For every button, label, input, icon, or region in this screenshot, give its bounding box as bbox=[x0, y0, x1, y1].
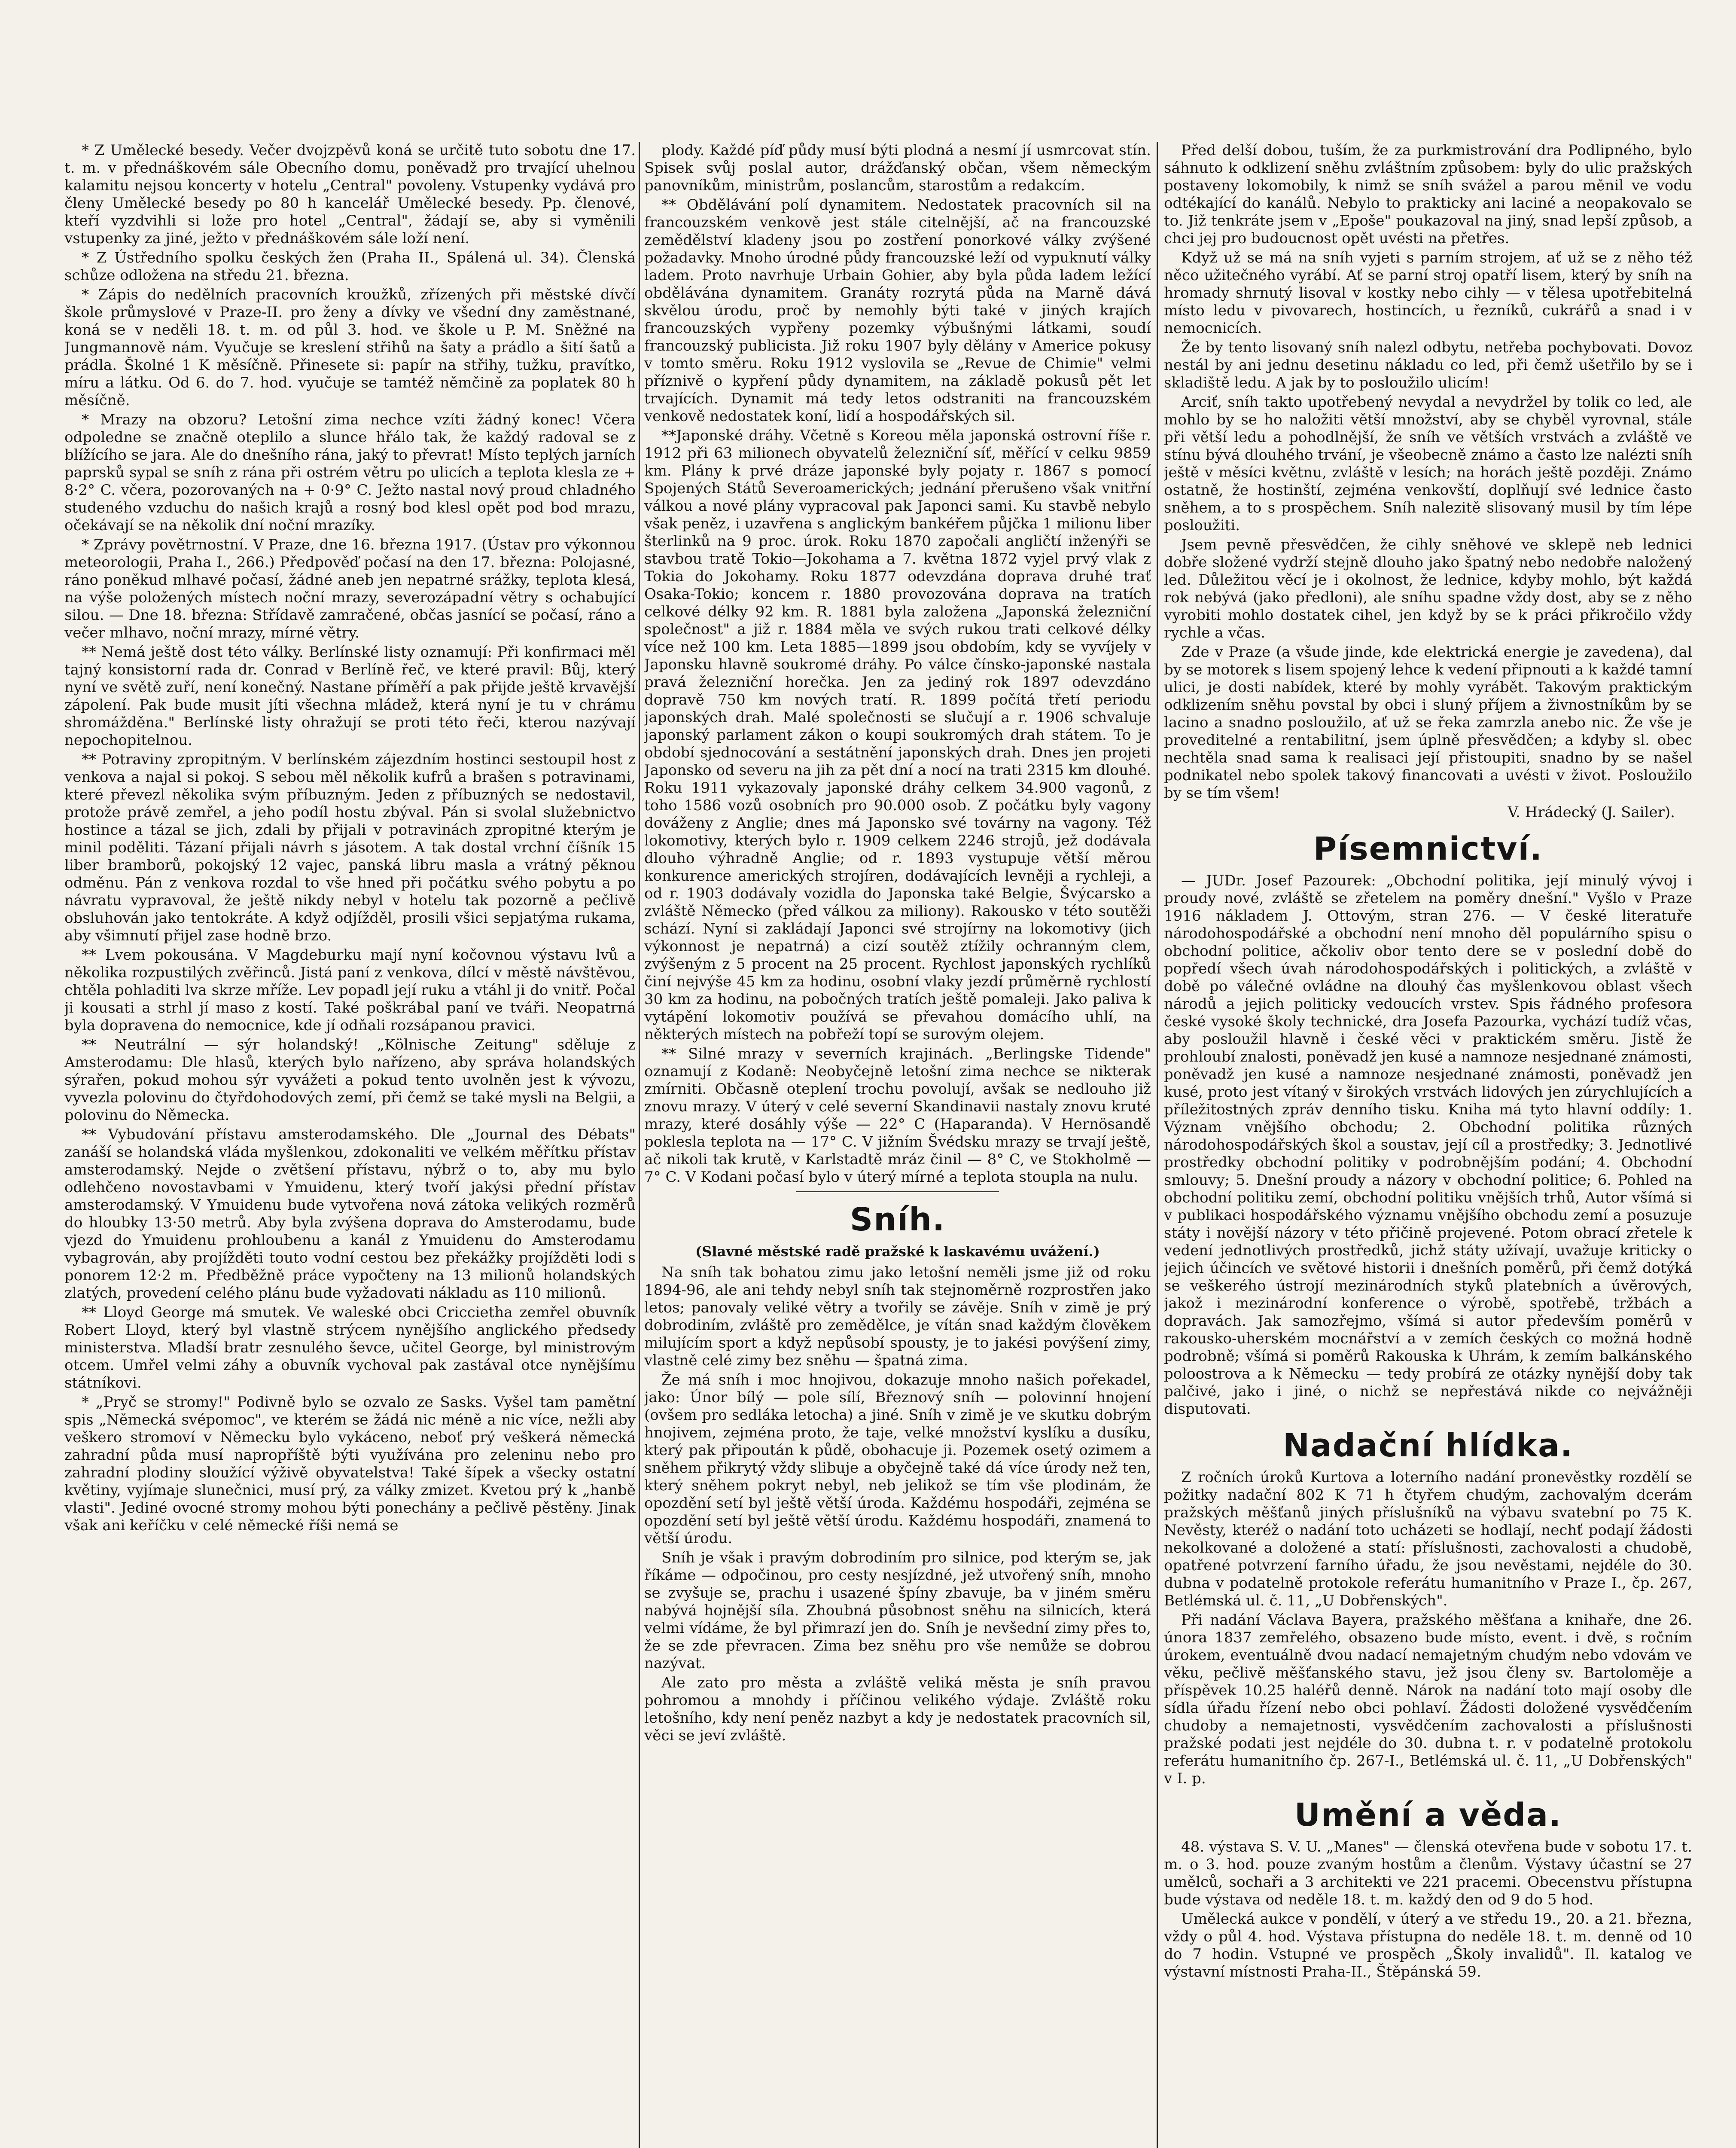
paragraph: Zde v Praze (a všude jinde, kde elektrická energie je zavedena), dal by se motorek s lisem spojený lehce k vedení připnouti a k každé tamní ulici, je dosti nabídek, které by mohly vyrábět. Takovým praktickým odklizením sněhu povstal by obci i sluný příjem a živnostníkům by se lacino a snadno posloužilo, ať už se řeka zamrzla anebo nic. Že vše je proveditelné a rentabilitní, jsem úplně přesvědčen; a kdyby sl. obec nechtěla snad sama k realisaci její přistoupiti, snadno by se našel podnikatel nebo spolek takový financovati a uvésti v život. Posloužilo by se tím všem! bbox=[1164, 644, 1692, 802]
paragraph: * Zprávy povětrnostní. V Praze, dne 16. března 1917. (Ústav pro výkonnou meteorologii, Praha I., 266.) Předpověď počasí na den 17. března: Polojasné, ráno poněkud mlhavé počasí, žádné aneb jen nepatrné srážky, teplota klesá, na výše položených místech noční mrazy, severozápadní větry s ochabující silou. — Dne 18. března: Střídavě zamračené, občas jasnící se počasí, ráno a večer mlhavo, noční mrazy, mírné větry. bbox=[64, 536, 636, 641]
column-middle bbox=[644, 142, 1151, 2148]
paragraph: * „Pryč se stromy!" Podivně bylo se ozvalo ze Sasks. Vyšel tam pamětní spis „Německá svépomoc", ve kterém se žádá nic méně a nic více, nežli aby veškero stromoví v Německu bylo vykáceno, neboť prý veškerá německá zahradní půda musí napropříště býti využívána pro zeleninu nebo pro zahradní plodiny sloužící výživě obyvatelstva! Také šípek a všecky ostatní květiny, vyjímaje slunečnici, musí prý, za války zmizet. Kvetou prý k „hanbě vlasti". Jediné ovocné stromy mohou býti ponechány a pečlivě pěstěny. Jinak však ani keříčku v celé německé říši nemá se bbox=[64, 1394, 636, 1534]
paragraph: * Z Umělecké besedy. Večer dvojzpěvů koná se určitě tuto sobotu dne 17. t. m. v přednáškovém sále Obecního domu, poněvadž pro trvající uhelnou kalamitu nejsou koncerty v hotelu „Central" povoleny. Vstupenky vydává pro členy Umělecké besedy po 80 h kancelář Umělecké besedy. Pp. členové, kteří vyzdvihli si lože pro hotel „Central", žádají se, aby si vyměnili vstupenky za jiné, ježto v přednáškovém sále loží není. bbox=[64, 142, 636, 247]
section-title-pisemnictvi: Písemnictví. bbox=[1313, 830, 1543, 867]
paragraph: Při nadání Václava Bayera, pražského měšťana a knihaře, dne 26. února 1837 zemřelého, obsazeno bude místo, event. i dvě, s ročním úrokem, eventuálně dvou nadací nemajetným chudým nebo vdovám ve věku, pečlivě měšťanského stavu, jež jsou členy sv. Bartoloměje a příspěvek 10.25 haléřů denně. Nárok na nadání toto mají osoby dle sídla úřadu řízení nebo obci pohlaví. Žádosti doložené vysvědčením chudoby a nemajetnosti, vysvědčením zachovalosti a příslušnosti pražské podati jest nejdéle do 30. dubna t. r. v podatelně protokolu referátu humanitního čp. 267-I., Betlémská ul. č. 11, „U Dobřenských" v I. p. bbox=[1164, 1611, 1692, 1787]
paragraph: Že má sníh i moc hnojivou, dokazuje mnoho našich pořekadel, jako: Únor bílý — pole sílí, Březnový sníh — polovinní hnojení (ovšem pro sedláka letocha) a jiné. Sníh v zimě je ve skutku dobrým hnojivem, zejména proto, že taje, velké množství kyslíku a dusíku, který pak připoután k půdě, obohacuje ji. Pozemek osetý ozimem a sněhem přikrytý vždy slibuje a obyčejně také dá více úrody než ten, který sněhem pokryt nebyl, neb jelikož se tím vše plodinám, že opozdění setí byl ještě větší úroda. Každému hospodáři, zejména se opozdění setí byl ještě větší úrodu. Každému hospodáři, znamená to větší úrodu. bbox=[644, 1371, 1151, 1547]
paragraph: **Japonské dráhy. Včetně s Koreou měla japonská ostrovní říše r. 1912 při 63 milionech obyvatelů železniční síť, měřící v celku 9859 km. Plány k prvé dráze japonské byly pojaty r. 1867 s pomocí Spojených Států Severoamerických; jednání přerušeno však vnitřní válkou a nové plány vypracoval pak Japonci sami. Ku stavbě nebylo však peněz, i uzavřena s anglickým bankéřem půjčka 1 milionu liber šterlinků na 9 proc. úrok. Roku 1870 započali angličtí inženýři se stavbou tratě Tokio—Jokohama a 7. května 1872 vyjel prvý vlak z Tokia do Jokohamy. Roku 1877 odevzdána doprava druhé trať Osaka-Tokio; koncem r. 1880 provozována doprava na tratích celkové délky 92 km. R. 1881 byla založena „Japonská železniční společnost" a již r. 1884 měla ve svých rukou trati celkové délky více než 100 km. Leta 1885—1899 jsou obdobím, kdy se vyvíjely v Japonsku hlavně soukromé dráhy. Po válce čínsko-japonské nastala pravá železniční horečka. Jen za jediný rok 1897 odevzdáno dopravě 750 km nových tratí. R. 1899 počítá třetí periodu japonských drah. Malé společnosti se slučují a r. 1906 schvaluje japonský parlament zákon o koupi soukromých drah státem. To je období sjednocování a sestátnění japonských drah. Dnes jen projeti Japonsko od severu na jih za pět dní a nocí na trati 2315 km dlouhé. Roku 1911 vykazovaly japonské dráhy celkem 34.900 vagonů, z toho 1586 vozů osobních pro 90.000 osob. Z počátku byly vagony dováženy z Anglie; dnes má Japonsko své továrny na vagony. Též lokomotivy, kterých bylo r. 1909 celkem 2246 strojů, jež dodávala dlouho výhradně Anglie; od r. 1893 vystupuje větší měrou konkurence amerických strojíren, dodávajících levněji a rychleji, a od r. 1903 dodávaly vozidla do Japonska také Belgie, Švýcarsko a zvláště Německo (před válkou za miliony). Rakousko v této soutěži schází. Nyní si zakládají Japonci své strojírny na lokomotivy (jich výkonnost je nepatrná) a cizí soutěž ztížily ochranným clem, zvýšeným z 5 procent na 25 procent. Rychlost japonských rychlíků činí nejvýše 45 km za hodinu, osobní vlaky jezdí průměrně rychlostí 30 km za hodinu, na pobočných tratích ještě pomaleji. Jako paliva k vytápění lokomotiv používá se převahou domácího uhlí, na některých místech na pobřeží topí se surovým olejem. bbox=[644, 427, 1151, 1043]
paragraph: Umělecká aukce v pondělí, v úterý a ve středu 19., 20. a 21. března, vždy o půl 4. hod. Výstava přístupna do neděle 18. t. m. denně od 10 do 7 hodin. Vstupné ve prospěch „Školy invalidů". Il. katalog ve výstavní místnosti Praha-II., Štěpánská 59. bbox=[1164, 1910, 1692, 1980]
section-title-snih: Sníh. bbox=[850, 1201, 946, 1238]
paragraph: * Mrazy na obzoru? Letošní zima nechce vzíti žádný konec! Včera odpoledne se značně oteplilo a slunce hřálo tak, že každý radoval se z blížícího se jara. Ale do dnešního rána, jaký to převrat! Místo teplých jarních paprsků sypal se sníh z rána při ostrém větru po ulicích a teplota klesla ze + 8·2° C. včera, pozorovaných na + 0·9° C. Ježto nastal nový proud chladného studeného vzduchu do našich krajů a rosný bod klesl opět pod bod mrazu, očekávají se na několik dní noční mrazíky. bbox=[64, 411, 636, 534]
paragraph: Ale zato pro města a zvláště veliká města je sníh pravou pohromou a mnohdy i příčinou velikého výdaje. Zvláště roku letošního, kdy není peněz nazbyt a kdy je nedostatek pracovních sil, věci se jeví zvláště. bbox=[644, 1674, 1151, 1744]
section-subtitle-snih: (Slavné městské radě pražské k laskavému uvážení.) bbox=[695, 1243, 1100, 1260]
paragraph: Že by tento lisovaný sníh nalezl odbytu, netřeba pochybovati. Dovoz nestál by ani jednu desetinu nákladu co led, při čemž ušetřilo by se i skladiště ledu. A jak by to posloužilo ulicím! bbox=[1164, 339, 1692, 391]
paragraph: ** Obdělávání polí dynamitem. Nedostatek pracovních sil na francouzském venkově jest stále citelnější, ač na francouzské zemědělství kladeny jsou po zostření ponorkové války zvýšené požadavky. Mnoho úrodné půdy francouzské leží od vypuknutí války ladem. Proto navrhuje Urbain Gohier, aby byla půda ladem ležící obdělávána dynamitem. Granáty rozrytá půda na Marně dává skvělou úrodu, proč by nemohly býti také v jiných krajích francouzských vypřeny pozemky výbušnými látkami, soudí francouzský publicista. Již roku 1907 byly dělány v Americe pokusy v tomto směru. Roku 1912 vyslovila se „Revue de Chimie" velmi příznivě o kypření půdy dynamitem, na základě pokusů pět let trvajících. Dynamit má tedy letos odstraniti na francouzském venkově nedostatek koní, lidí a hospodářských sil. bbox=[644, 196, 1151, 425]
paragraph: — JUDr. Josef Pazourek: „Obchodní politika, její minulý vývoj i proudy nové, zvláště se zřetelem na poměry dnešní." Vyšlo v Praze 1916 nákladem J. Ottovým, stran 276. — V české literatuře národohospodářské a obchodní není mnoho děl populárního spisu o obchodní politice, ačkoliv obor tento dere se v poslední době do popředí všech úvah národohospodářských i politických, a zvláště v době po válečné ovládne na dlouhý čas myšlenkovou oblast všech národů a jejich politicky vedoucích vrstev. Spis řádného profesora české vysoké školy technické, dra Josefa Pazourka, vychází tudíž včas, aby posloužil hlavně i české věci v praktickém směru. Jistě že prohloubí znalosti, poněvadž jen kusé a namnoze nesjednané známosti, poněvadž jen kusé a namnoze nesjednané známosti, poněvadž jen kusé, proto jest vítaný v širokých vrstvách lidových jen zúrychlujících a příležitostných zpráv denního tisku. Kniha má tyto hlavní oddíly: 1. Význam vnějšího obchodu; 2. Obchodní politika různých národohospodářských škol a soustav, její cíl a prostředky; 3. Jednotlivé prostředky obchodní politiky v podrobnějším podání; 4. Obchodní smlouvy; 5. Dnešní proudy a názory v obchodní politice; 6. Pohled na obchodní politiku zemí, obchodní politiku vnějších trhů, Autor všímá si v publikaci hospodářského významu vnějšího obchodu zemí a posuzuje státy i novější názory v této přičině projevené. Potom obrací zřetele k vedení jednotlivých prostředků, jichž státy užívají, uvažuje kriticky o jejich účincích ve světové historii i dnešních poměrů, při čemž dotýká se veškerého ústrojí mezinárodních styků platebních a úvěrových, jakož i mezinárodní konference o výrobě, spotřebě, tržbách a dopravách. Jak samozřejmo, všímá si autor především poměrů v rakousko-uherském mocnářství a v zemích českých co možná hodně podrobně; všímá si poměrů Rakouska k Uhrám, k zemím balkánského poloostrova a k Německu — tedy probírá ze otázky nynější doby tak palčivé, jako i jiné, o nichž se nepřestává nikde co nejvážněji disputovati. bbox=[1164, 872, 1692, 1418]
section-divider bbox=[796, 1191, 999, 1192]
paragraph: Jsem pevně přesvědčen, že cihly sněhové ve sklepě neb lednici dobře složené vydrží stejně dlouho jako špatný nebo nedobře naložený led. Důležitou věcí je i okolnost, že lednice, kdyby mohlo, být každá rok nebývá (jako předloni), ale sníhu spadne vždy dost, aby se z něho vyrobiti mohlo dostatek cihel, jen když by se k práci přikročilo vždy rychle a včas. bbox=[1164, 536, 1692, 641]
column-divider bbox=[639, 142, 640, 2148]
paragraph: 48. výstava S. V. U. „Manes" — členská otevřena bude v sobotu 17. t. m. o 3. hod. pouze zvaným hostům a členům. Výstavy účastní se 27 umělců, sochaři a 3 architekti ve 221 pracemi. Obecenstvu přístupna bude výstava od neděle 18. t. m. každý den od 9 do 5 hod. bbox=[1164, 1838, 1692, 1908]
paragraph: ** Lloyd George má smutek. Ve waleské obci Criccietha zemřel obuvník Robert Lloyd, který byl vlastně strýcem nynějšího anglického předsedy ministerstva. Mladší bratr zesnulého ševce, učitel George, byl ministrovým otcem. Umřel velmi záhy a obuvník vychoval pak zastával otce nynějšímu státníkovi. bbox=[64, 1304, 636, 1391]
paragraph: Arciť, sníh takto upotřebený nevydal a nevydržel by tolik co led, ale mohlo by se ho naložiti větší množství, aby se chyběl vyrovnal, stále při větší ledu a pohodlnější, že sníh ve větších vrstvách a zvláště ve stínu bývá dlouhého trvání, je všeobecně známo a často lze nalézti sníh ještě v měsíci květnu, zvláště v lesích; na horách ještě později. Známo ostatně, že hostinští, zejména venkovští, doplňují své lednice často sněhem, a to s prospěchem. Sníh nalezitě slisovaný musil by tím lépe posloužiti. bbox=[1164, 394, 1692, 534]
paragraph: Před delší dobou, tuším, že za purkmistrování dra Podlipného, bylo sáhnuto k odklizení sněhu zvláštním způsobem: byly do ulic pražských postaveny lokomobily, k nimž se sníh svážel a parou měnil ve vodu odtékající do kanálů. Nebylo to prakticky ani laciné a neopakovalo se to. Již tenkráte jsem v „Epoše" poukazoval na jiný, snad lepší způsob, a chci jej pro budoucnost opět uvésti na přetřes. bbox=[1164, 142, 1692, 247]
paragraph: Když už se má na sníh vyjeti s parním strojem, ať už se z něho též něco užitečného vyrábí. Ať se parní stroj opatří lisem, který by sníh na hromady shrnutý lisoval v kostky nebo cihly — v tělesa upotřebitelná místo ledu v pivovarech, hostincích, u řezníků, cukrářů a snad i v nemocnicích. bbox=[1164, 249, 1692, 337]
paragraph: ** Silné mrazy v severních krajinách. „Berlingske Tidende" oznamují z Kodaně: Neobyčejně letošní zima nechce se nikterak zmírniti. Občasně oteplení trochu povolují, avšak se nedlouho již znovu mrazy. V úterý v celé severní Skandinavii nastaly znovu kruté mrazy, které dosáhly výše — 22° C (Haparanda). V Hernösandě poklesla teplota na — 17° C. V jižním Švédsku mrazy se trvají ještě, ač nikoli tak krutě, v Karlstadtě mráz činil — 8° C, ve Stokholmě — 7° C. V Kodani počasí bylo v úterý mírné a teplota stoupla na nulu. bbox=[644, 1045, 1151, 1186]
paragraph: plody. Každé píď půdy musí býti plodná a nesmí jí usmrcovat stín. Spisek svůj poslal autor, drážďanský občan, všem německým panovníkům, ministrům, poslancům, starostům a redakcím. bbox=[644, 142, 1151, 194]
column-left bbox=[64, 142, 636, 2148]
section-title-nadacni: Nadační hlídka. bbox=[1282, 1427, 1574, 1464]
paragraph: * Zápis do nedělních pracovních kroužků, zřízených při městské dívčí škole průmyslové v Praze-II. pro ženy a dívky ve všední dny zaměstnané, koná se v neděli 18. t. m. od půl 3. hod. ve škole u P. M. Sněžné na Jungmannově nám. Vyučuje se kreslení střihů na šaty a prádlo a šití šatů a prádla. Školné 1 K měsíčně. Přinesete si: papír na střihy, tužku, pravítko, míru a látku. Od 6. do 7. hod. vyučuje se tamtéž němčině za poplatek 80 h měsíčně. bbox=[64, 286, 636, 409]
paragraph: ** Neutrální — sýr holandský! „Kölnische Zeitung" sděluje z Amsterodamu: Dle hlasů, kterých bylo nařízeno, aby správa holandských sýrařen, pokud mohou sýr vyvážeti a pokud tento uvolněn jest k vývozu, vyvezla polovinu do čtyřdohodových zemí, při čemž se také mysli na Belgii, a polovinu do Německa. bbox=[64, 1036, 636, 1124]
column-divider bbox=[1157, 142, 1158, 2148]
paragraph: ** Potraviny zpropitným. V berlínském zájezdním hostinci sestoupil host z venkova a najal si pokoj. S sebou měl několik kufrů a brašen s potravinami, které převezl několika svým příbuzným. Jeden z příbuzných se nedostavil, protože právě zemřel, a jeho podíl hostu zbýval. Pán si svolal služebnictvo hostince a tázal se jich, zdali by přijali v potravinách zpropitné kterým je minil poděliti. Tázaní přijali návrh s jásotem. A tak dostal vrchní číšník 15 liber bramborů, pokojský 12 vajec, panská libru masla a vrátný pěknou odměnu. Pán z venkova rozdal to vše hned při počátku svého pobytu a po návratu vypravoval, že ještě nikdy nebyl v hotelu tak pozorně a pečlivě obsluhován jako tentokráte. A když odjížděl, prosili všici sepjatýma rukama, aby všimnutí přijel zase hodně brzo. bbox=[64, 751, 636, 944]
paragraph: ** Nemá ještě dost této války. Berlínské listy oznamují: Při konfirmaci měl tajný konsistorní rada dr. Conrad v Berlíně řeč, ve které pravil: Bůj, který nyní ve světě zuří, není konečný. Nastane příměří a pak přijde ještě krvavější zápolení. Pak bude musit jíti všechna mládež, která nyní je tu v chrámu shromážděna." Berlínské listy ohražují se proti této řeči, kterou nazývají nepochopitelnou. bbox=[64, 644, 636, 749]
section-title-umeni: Umění a věda. bbox=[1294, 1797, 1562, 1834]
column-right bbox=[1164, 142, 1692, 2148]
paragraph: Sníh je však i pravým dobrodiním pro silnice, pod kterým se, jak říkáme — odpočinou, pro cesty nesjízdné, jež utvořený sníh, mnoho se zvyšuje se, prachu i usazené špíny zbavuje, ba v jiném směru nabývá hojnější síla. Zhoubná působnost sněhu na silnicích, která velmi vídáme, že byl přimrazí jen do. Sníh je nevšední zimy přes to, že se zde převracen. Zima bez sněhu pro vše nemůže se dobrou nazývat. bbox=[644, 1549, 1151, 1672]
paragraph: ** Lvem pokousána. V Magdeburku mají nyní kočovnou výstavu lvů a několika rozpustilých zvěřinců. Jistá paní z venkova, dílcí v městě návštěvou, chtěla pohladiti lva skrze mříže. Lev popadl její ruku a vtáhl ji do vnitř. Počal ji kousati a strhl jí maso z kostí. Také poškrábal paní ve tváři. Neopatrná byla dopravena do nemocnice, kde jí odňali rozsápanou pravici. bbox=[64, 946, 636, 1034]
paragraph: * Z Ústředního spolku českých žen (Praha II., Spálená ul. 34). Členská schůze odložena na středu 21. března. bbox=[64, 249, 636, 284]
paragraph: Na sníh tak bohatou zimu jako letošní neměli jsme již od roku 1894-96, ale ani tehdy nebyl sníh tak stejnoměrně rozprostřen jako letos; panovaly veliké větry a tvořily se závěje. Sníh v zimě je prý dobrodiním, zvláště pro zemědělce, je vítán snad každým člověkem milujícím sport a když nepůsobí spousty, je to jakési povýšení zimy, vlastně celé zimy bez sněhu — špatná zima. bbox=[644, 1264, 1151, 1369]
author-signature: V. Hrádecký (J. Sailer). bbox=[1508, 804, 1675, 821]
paragraph: Z ročních úroků Kurtova a loterního nadání pronevěstky rozdělí se požitky nadační 802 K 71 h čtyřem chudým, zachovalým dcerám pražských měšťanů jiných příslušníků na výbavu svatební po 75 K. Nevěsty, kteréž o nadání toto ucházeti se hodlají, nechť podají žádosti nekolkované a doložené a statí: příslušnosti, zachovalosti a chudobě, opatřené potvrzení farního úřadu, že jsou nevěstami, nejdéle do 30. dubna v podatelně protokole referátu humanitního v Praze I., čp. 267, Betlémská ul. č. 11, „U Dobřenských". bbox=[1164, 1469, 1692, 1609]
paragraph: ** Vybudování přístavu amsterodamského. Dle „Journal des Débats" zanáší se holandská vláda myšlenkou, zdokonaliti ve velkém měřítku přístav amsterodamský. Nejde o zvětšení přístavu, nýbrž o to, aby mu bylo odlehčeno novostavbami v Ymuidenu, který tvoří jakýsi přední přístav amsterodamský. V Ymuidenu bude vytvořena nová zátoka velikých rozměrů do hloubky 13·50 metrů. Aby byla zvýšena doprava do Amsterodamu, bude vjezd do Ymuidenu prohloubenu a kanál z Ymuidenu do Amsterodamu vybagrován, aby projížděti touto vodní cestou bez překážky projížděti lodi s ponorem 12·2 m. Předběžně práce vypočteny na 13 milionů holandských zlatých, provedení celého plánu bude vyžadovati nákladu as 110 milionů. bbox=[64, 1126, 636, 1302]
